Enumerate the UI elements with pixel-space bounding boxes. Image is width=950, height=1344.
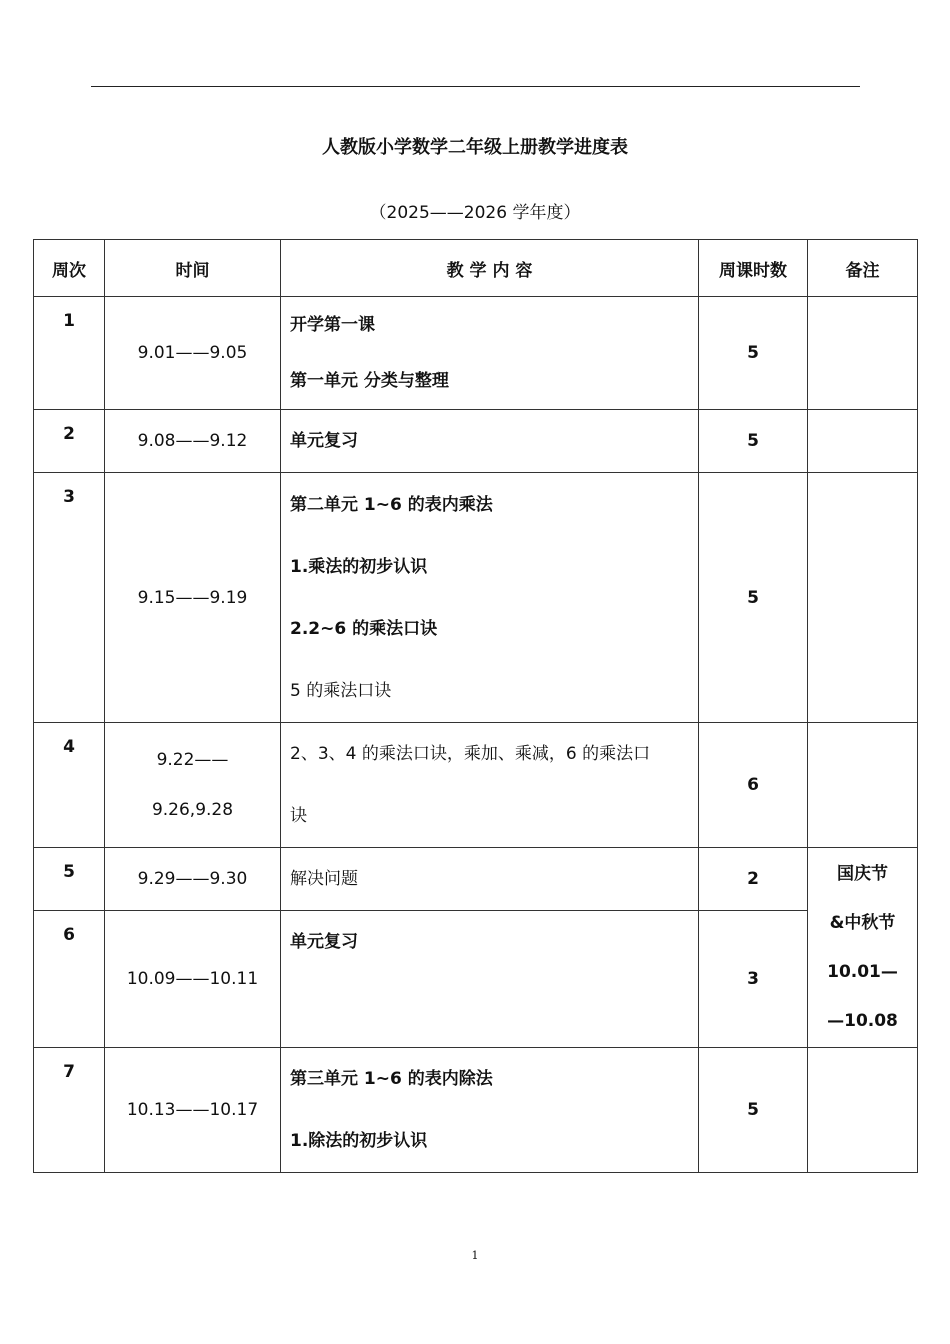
date-cell: 10.13——10.17 <box>105 1048 281 1173</box>
content-line: 开学第一课 <box>290 315 375 335</box>
content-cell <box>281 723 699 848</box>
table-row <box>34 911 918 1048</box>
week-cell: 4 <box>34 723 105 848</box>
week-cell: 3 <box>34 473 105 723</box>
holiday-note-line: 国庆节 <box>837 863 888 884</box>
holiday-note-line: —10.08 <box>827 1010 898 1031</box>
content-line: 第二单元 1~6 的表内乘法 <box>290 494 493 515</box>
holiday-note-line: 10.01— <box>827 961 898 982</box>
content-cell <box>281 473 699 723</box>
week-cell: 1 <box>34 297 105 410</box>
week-cell: 2 <box>34 410 105 473</box>
content-line: 1.乘法的初步认识 <box>290 556 428 577</box>
document-title: 人教版小学数学二年级上册教学进度表 <box>322 137 628 158</box>
header-rule <box>91 86 860 87</box>
header-note: 备注 <box>808 240 918 297</box>
content-line: 1.除法的初步认识 <box>290 1131 428 1151</box>
note-cell <box>808 723 918 848</box>
content-cell <box>281 911 699 1048</box>
date-line: 9.26,9.28 <box>151 800 234 820</box>
hours-cell: 6 <box>699 723 808 848</box>
content-line: 单元复习 <box>290 932 358 952</box>
table-row <box>34 297 918 410</box>
week-cell: 7 <box>34 1048 105 1173</box>
header-week: 周次 <box>34 240 105 297</box>
note-cell <box>808 473 918 723</box>
content-line: 单元复习 <box>290 431 358 451</box>
hours-cell: 2 <box>699 848 808 911</box>
date-cell: 9.01——9.05 <box>105 297 281 410</box>
document-subtitle: （2025——2026 学年度） <box>369 203 581 223</box>
table-row <box>34 723 918 848</box>
hours-cell: 5 <box>699 297 808 410</box>
table-row <box>34 1048 918 1173</box>
header-content: 教 学 内 容 <box>281 240 699 297</box>
table-row <box>34 473 918 723</box>
header-hours: 周课时数 <box>699 240 808 297</box>
header-date: 时间 <box>105 240 281 297</box>
content-line: 第一单元 分类与整理 <box>290 371 449 391</box>
holiday-note-line: &中秋节 <box>829 912 896 933</box>
holiday-note-cell <box>808 848 918 1048</box>
note-cell <box>808 297 918 410</box>
date-cell: 9.08——9.12 <box>105 410 281 473</box>
content-cell <box>281 410 699 473</box>
content-line: 2、3、4 的乘法口诀，乘加、乘减，6 的乘法口 <box>290 744 651 764</box>
content-cell <box>281 1048 699 1173</box>
content-line: 2.2~6 的乘法口诀 <box>290 618 438 639</box>
hours-cell: 5 <box>699 1048 808 1173</box>
hours-cell: 5 <box>699 473 808 723</box>
schedule-table <box>33 239 918 1173</box>
table-row <box>34 410 918 473</box>
note-cell <box>808 410 918 473</box>
content-line: 第三单元 1~6 的表内除法 <box>290 1069 493 1089</box>
content-line: 解决问题 <box>290 869 358 889</box>
table-row <box>34 848 918 911</box>
content-cell <box>281 848 699 911</box>
date-cell: 9.15——9.19 <box>105 473 281 723</box>
date-cell: 10.09——10.11 <box>105 911 281 1048</box>
date-line: 9.22—— <box>156 750 229 770</box>
date-cell: 9.29——9.30 <box>105 848 281 911</box>
week-cell: 6 <box>34 911 105 1048</box>
page-number: 1 <box>471 1249 479 1262</box>
content-line: 5 的乘法口诀 <box>290 680 392 701</box>
week-cell: 5 <box>34 848 105 911</box>
date-cell <box>105 723 281 848</box>
hours-cell: 3 <box>699 911 808 1048</box>
hours-cell: 5 <box>699 410 808 473</box>
table-header-row <box>34 240 918 297</box>
note-cell <box>808 1048 918 1173</box>
content-line: 诀 <box>290 806 307 826</box>
content-cell <box>281 297 699 410</box>
